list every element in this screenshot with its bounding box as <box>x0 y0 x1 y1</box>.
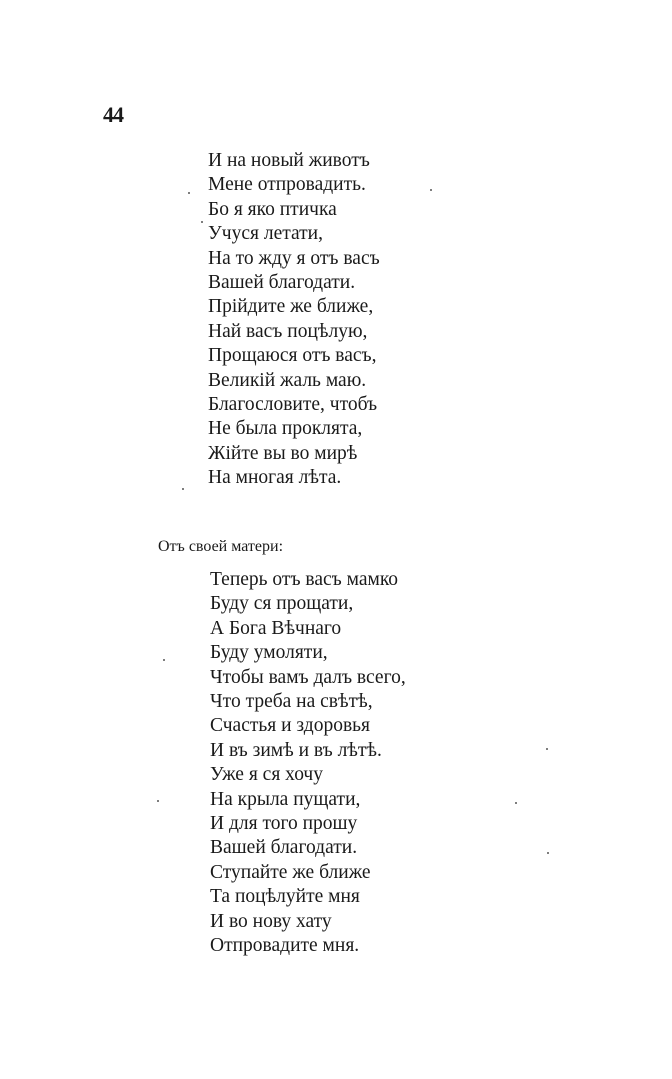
poem-line: Бо я яко птичка <box>208 198 337 220</box>
poem-line: Не была проклята, <box>208 418 363 440</box>
poem-line: Вашей благодати. <box>210 837 358 859</box>
scan-speck <box>157 800 159 802</box>
scan-speck <box>430 189 432 191</box>
poem-stanza-1 <box>208 149 380 491</box>
poem-line: Жійте вы во мирѣ <box>208 442 358 464</box>
scan-speck <box>163 659 165 661</box>
poem-line: На крыла пущати, <box>210 788 361 810</box>
poem-line: Благословите, чтобъ <box>208 394 378 416</box>
poem-stanza-2 <box>210 568 406 959</box>
poem-line: Буду умоляти, <box>210 642 328 664</box>
scan-speck <box>547 852 549 854</box>
scan-speck <box>546 748 548 750</box>
poem-line: Великій жаль маю. <box>208 369 367 391</box>
poem-line: Прощаюся отъ васъ, <box>208 345 377 367</box>
poem-line: Най васъ поцѣлую, <box>208 320 368 342</box>
poem-line: И въ зимѣ и въ лѣтѣ. <box>210 739 382 761</box>
scan-speck <box>201 221 203 223</box>
poem-line: Вашей благодати. <box>208 272 356 294</box>
poem-line: Уже я ся хочу <box>210 764 323 786</box>
scan-speck <box>515 802 517 804</box>
poem-line: И для того прошу <box>210 813 358 835</box>
poem-line: А Бога Вѣчнаго <box>210 617 342 639</box>
poem-line: Учуся летати, <box>208 223 323 245</box>
poem-line: Мене отпровадить. <box>208 174 366 196</box>
scan-speck <box>182 488 184 490</box>
poem-line: Прійдите же ближе, <box>208 296 374 318</box>
page-number: 44 <box>103 102 123 127</box>
poem-line: Чтобы вамъ далъ всего, <box>210 666 406 688</box>
poem-line: Что треба на свѣтѣ, <box>210 691 373 713</box>
scan-speck <box>188 192 190 194</box>
poem-line: Буду ся прощати, <box>210 593 354 615</box>
poem-line: Теперь отъ васъ мамко <box>210 569 399 590</box>
poem-line: На то жду я отъ васъ <box>208 247 380 269</box>
poem-line: Отпровадите мня. <box>210 935 360 957</box>
poem-line: На многая лѣта. <box>208 467 342 489</box>
poem-line: Счастья и здоровья <box>210 715 371 737</box>
poem-line: И на новый животъ <box>208 150 370 171</box>
poem-line: Ступайте же ближе <box>210 861 371 883</box>
poem-line: И во нову хату <box>210 910 332 932</box>
speaker-heading: Отъ своей матери: <box>158 538 284 555</box>
poem-line: Та поцѣлуйте мня <box>210 886 360 908</box>
